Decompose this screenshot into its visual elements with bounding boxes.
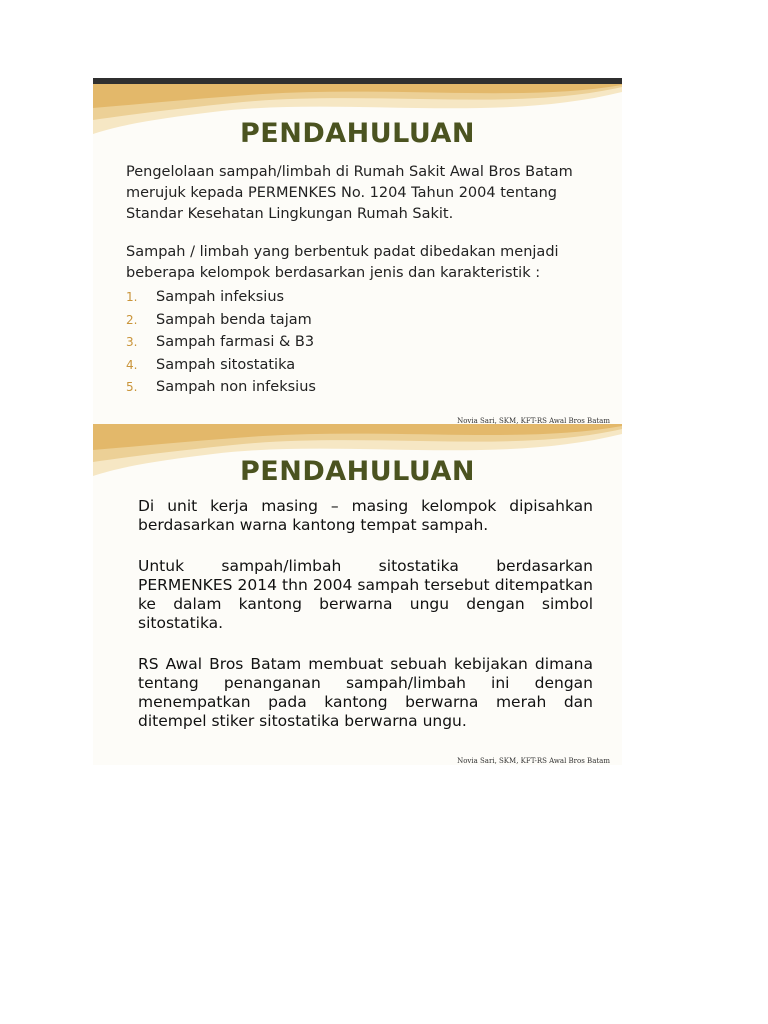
list-number: 5. [126, 380, 138, 394]
list-number: 3. [126, 335, 138, 349]
list-item [126, 331, 316, 354]
classification-paragraph: Sampah / limbah yang berbentuk padat dibedakan menjadi beberapa kelompok berdasarkan jenis dan karakteristik : [126, 244, 559, 281]
list-item [126, 354, 316, 377]
slide-1 [93, 84, 622, 424]
waste-type-list [126, 286, 316, 399]
policy-paragraph: RS Awal Bros Batam membuat sebuah kebijakan dimana tentang penanganan sampah/limbah ini dengan menempatkan pada kantong berwarna merah dan ditempel stiker sitostatika berwarna ungu. [138, 655, 593, 730]
cytostatic-paragraph: Untuk sampah/limbah sitostatika berdasarkan PERMENKES 2014 thn 2004 sampah tersebut ditempatkan ke dalam kantong berwarna ungu dengan simbol sitostatika. [138, 557, 593, 632]
list-item-text: Sampah farmasi & B3 [156, 334, 315, 350]
list-number: 1. [126, 290, 138, 304]
list-item-text: Sampah benda tajam [156, 311, 312, 328]
intro-paragraph: Pengelolaan sampah/limbah di Rumah Sakit Awal Bros Batam merujuk kepada PERMENKES No. 1204 Tahun 2004 tentang Standar Kesehatan Lingkungan Rumah Sakit. [126, 164, 573, 222]
slide-title: PENDAHULUAN [240, 456, 475, 487]
list-item [126, 376, 316, 399]
slide-footer: Novia Sari, SKM, KFT-RS Awal Bros Batam [457, 417, 610, 424]
list-item-text: Sampah infeksius [156, 289, 285, 305]
slide-footer: Novia Sari, SKM, KFT-RS Awal Bros Batam [457, 757, 610, 765]
list-item-text: Sampah sitostatika [156, 356, 296, 373]
list-item-text: Sampah non infeksius [156, 379, 316, 395]
slide-2 [93, 424, 622, 765]
list-number: 2. [126, 312, 138, 327]
list-item [126, 286, 316, 309]
unit-paragraph: Di unit kerja masing – masing kelompok dipisahkan berdasarkan warna kantong tempat sampah. [138, 497, 593, 534]
list-item [126, 309, 316, 332]
slide-title: PENDAHULUAN [240, 118, 475, 149]
list-number: 4. [126, 357, 138, 372]
